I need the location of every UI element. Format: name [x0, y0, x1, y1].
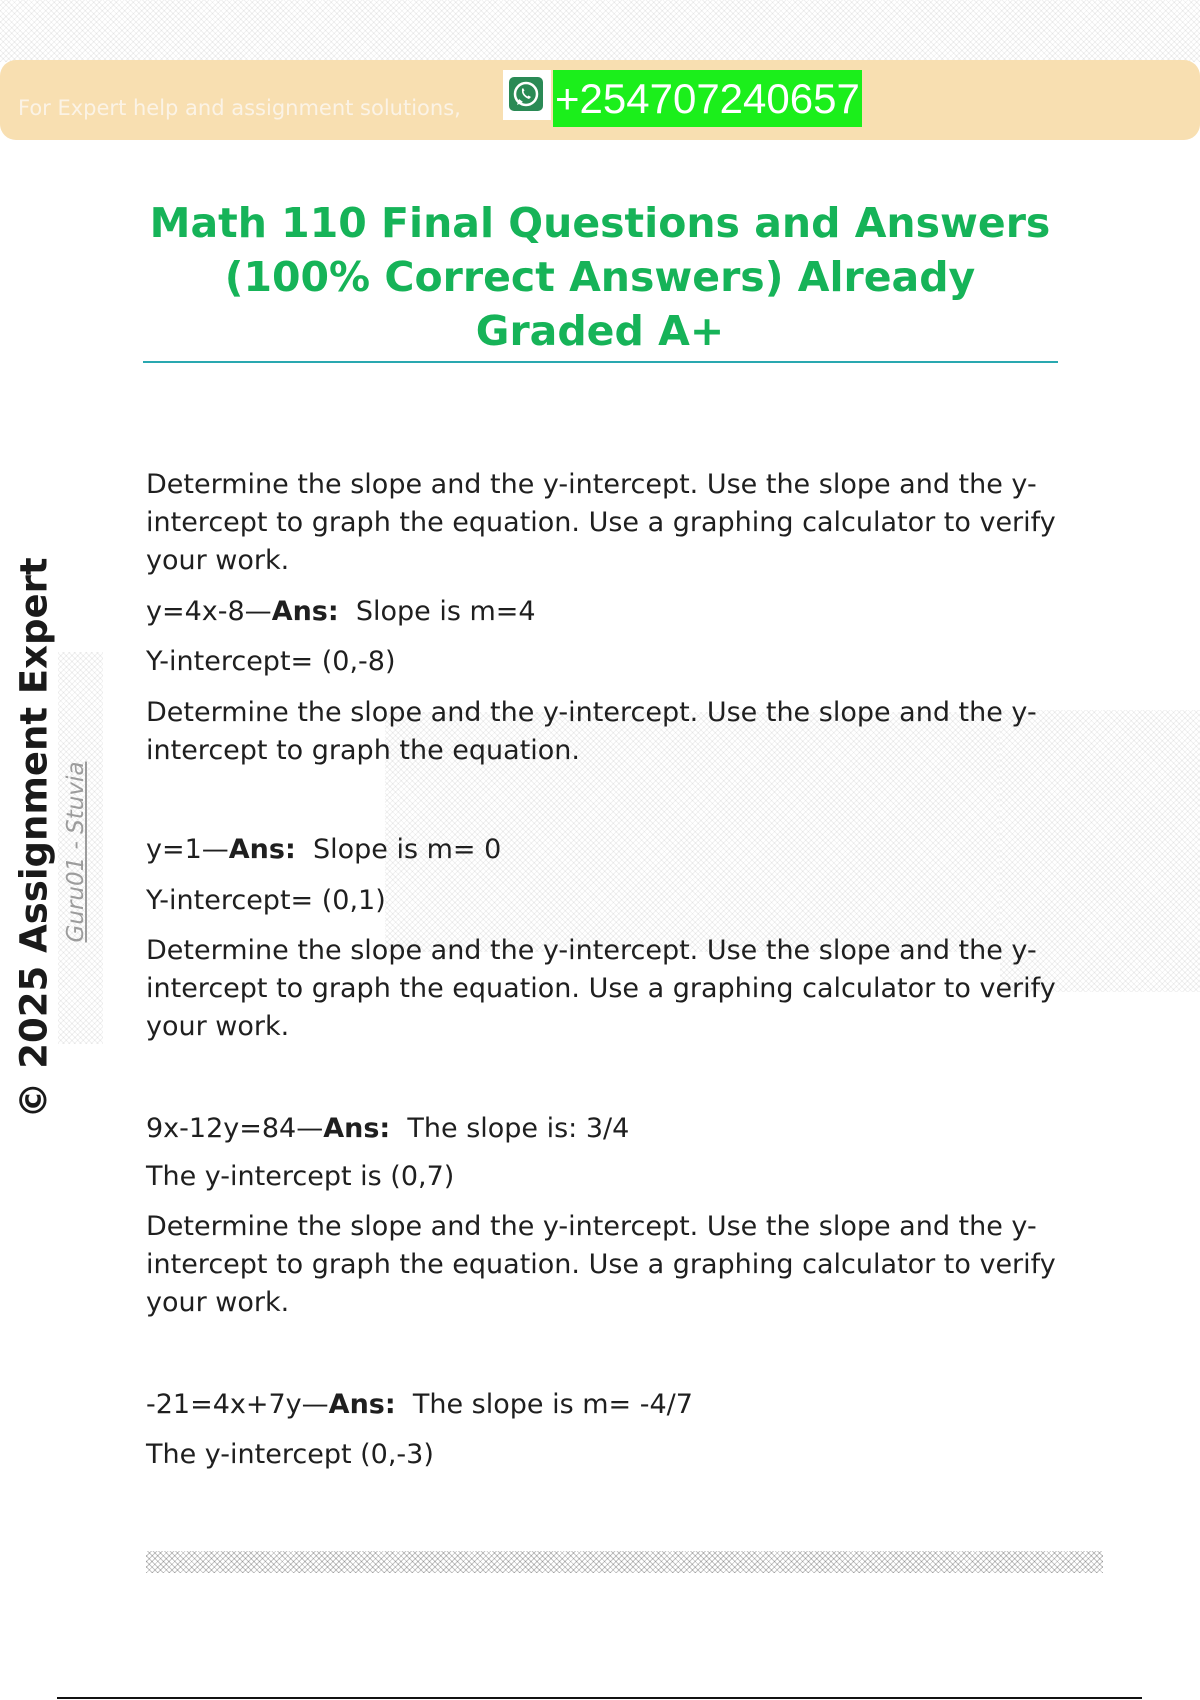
- question-text: Determine the slope and the y-intercept. Use the slope and the y-intercept to graph the equation. Use a graphing calculator to verify your work.: [146, 1211, 1056, 1318]
- title-underline: [143, 361, 1058, 363]
- answer-line: [146, 1387, 693, 1423]
- redacted-preview-strip: [146, 1551, 1103, 1573]
- copyright-watermark: © 2025 Assignment Expert: [12, 557, 56, 1119]
- equation: 9x-12y=84—: [146, 1113, 324, 1144]
- phone-number-link[interactable]: +254707240657: [553, 70, 862, 127]
- banner-text: For Expert help and assignment solutions,: [18, 96, 461, 120]
- author-watermark: Guru01 - Stuvia: [63, 761, 89, 943]
- followup-text: The y-intercept is (0,7): [146, 1161, 455, 1192]
- answer-line: [146, 1111, 629, 1147]
- ans-label: Ans:: [328, 1389, 396, 1420]
- document-title: Math 110 Final Questions and Answers (100% Correct Answers) Already Graded A+: [149, 199, 1051, 355]
- equation: y=4x-8—: [146, 596, 272, 627]
- answer-text: The slope is: 3/4: [407, 1113, 630, 1144]
- question-text: Determine the slope and the y-intercept. Use the slope and the y-intercept to graph the equation. Use a graphing calculator to verify your work.: [146, 469, 1056, 576]
- ans-label: Ans:: [228, 834, 296, 865]
- footer-rule: [57, 1697, 1142, 1699]
- followup-text: Y-intercept= (0,-8): [146, 646, 396, 677]
- answer-line: [146, 594, 536, 630]
- answer-text: The slope is m= -4/7: [412, 1389, 693, 1420]
- followup-text: The y-intercept (0,-3): [146, 1439, 434, 1470]
- answer-line: [146, 832, 501, 868]
- equation: -21=4x+7y—: [146, 1389, 329, 1420]
- question-text: Determine the slope and the y-intercept. Use the slope and the y-intercept to graph the equation. Use a graphing calculator to verify your work.: [146, 935, 1056, 1042]
- ans-label: Ans:: [271, 596, 339, 627]
- ans-label: Ans:: [323, 1113, 391, 1144]
- question-text: Determine the slope and the y-intercept. Use the slope and the y-intercept to graph the equation.: [146, 697, 1037, 766]
- answer-text: Slope is m= 0: [312, 834, 502, 865]
- followup-text: Y-intercept= (0,1): [146, 885, 386, 916]
- whatsapp-icon[interactable]: [508, 76, 544, 112]
- header-texture: [0, 0, 1200, 62]
- answer-text: Slope is m=4: [355, 596, 536, 627]
- equation: y=1—: [146, 834, 229, 865]
